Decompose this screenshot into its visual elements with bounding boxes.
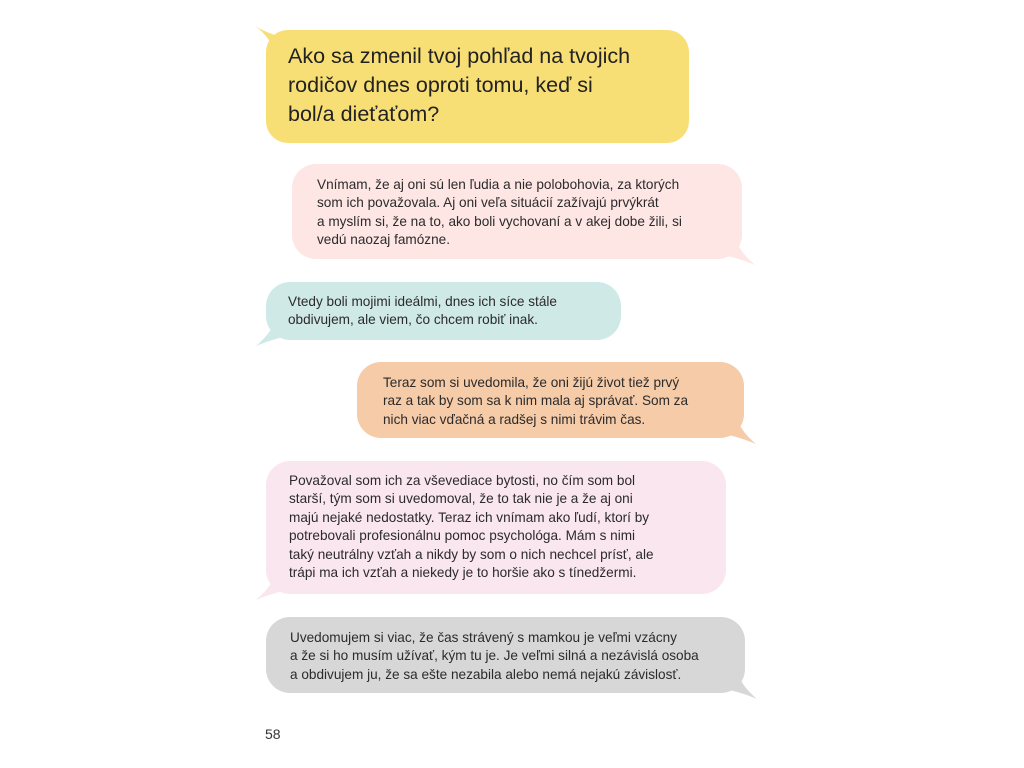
answer-text-3: Teraz som si uvedomila, že oni žijú život tiež prvý raz a tak by som sa k nim mala aj správať. Som za nich viac vďačná a radšej s nimi trávim čas. — [383, 375, 689, 427]
answer-bubble-2 — [266, 282, 621, 340]
answer-bubble-3 — [357, 362, 744, 438]
answer-bubble-5 — [266, 617, 745, 693]
answer-text-5: Uvedomujem si viac, že čas strávený s mamkou je veľmi vzácny a že si ho musím užívať, kým tu je. Je veľmi silná a nezávislá osoba a obdivujem ju, že sa ešte nezabila alebo nemá nejakú závislosť. — [290, 630, 699, 682]
answer-text-2: Vtedy boli mojimi ideálmi, dnes ich síce stále obdivujem, ale viem, čo chcem robiť inak. — [288, 294, 557, 328]
page-number: 58 — [265, 726, 281, 742]
answer-text-1: Vnímam, že aj oni sú len ľudia a nie polobohovia, za ktorých som ich považovala. Aj oni veľa situácií zažívajú prvýkrát a myslím si, že na to, ako boli vychovaní a v akej dobe žili, si vedú naozaj famózne. — [317, 177, 682, 248]
question-bubble — [266, 30, 689, 143]
answer-text-4: Považoval som ich za vševediace bytosti, no čím som bol starší, tým som si uvedomoval, že to tak nie je a že aj oni majú nejaké nedostatky. Teraz ich vnímam ako ľudí, ktorí by potrebovali profesionálnu pomoc psychológa. Mám s nimi taký neutrálny vzťah a nikdy by som o nich nechcel prísť, ale trápi ma ich vzťah a niekedy je to horšie ako s tínedžermi. — [289, 473, 654, 581]
answer-bubble-1 — [292, 164, 742, 259]
answer-bubble-4 — [266, 461, 726, 594]
question-text: Ako sa zmenil tvoj pohľad na tvojich rodičov dnes oproti tomu, keď si bol/a dieťaťom? — [288, 44, 631, 126]
